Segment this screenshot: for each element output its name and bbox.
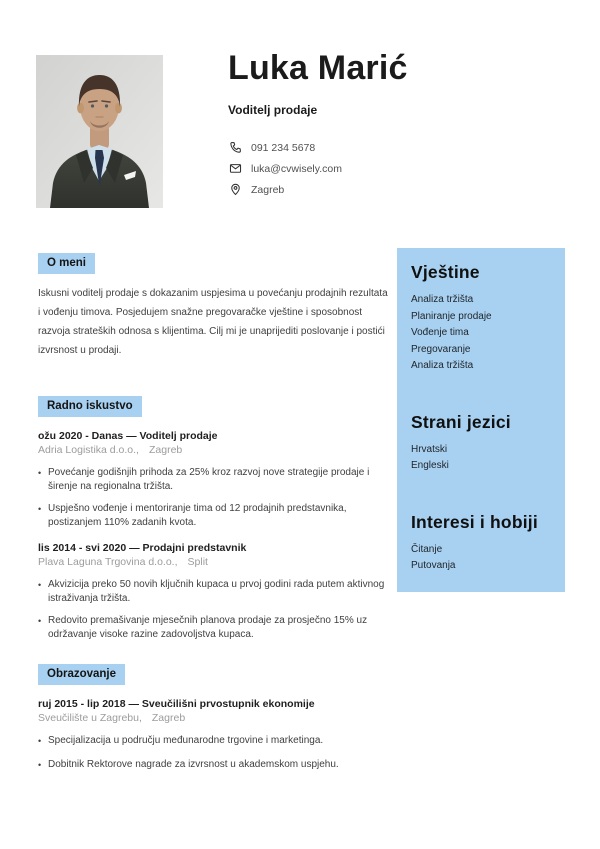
sidebar xyxy=(397,248,565,592)
interests-list xyxy=(411,542,551,575)
job-bullet xyxy=(38,502,386,529)
skill-item: Analiza tržišta xyxy=(411,294,474,305)
location-pin-icon xyxy=(228,183,242,197)
contact-location-row xyxy=(228,179,568,200)
candidate-name: Luka Marić xyxy=(228,49,408,87)
skill-item: Analiza tržišta xyxy=(411,360,474,371)
skill-item: Vođenje tima xyxy=(411,327,469,338)
education-bullet-text: • Dobitnik Rektorove nagrade za izvrsnost u akademskom uspjehu. xyxy=(48,759,339,770)
header-block xyxy=(228,50,568,200)
job-company-line xyxy=(38,443,390,457)
language-item: Hrvatski xyxy=(411,443,448,455)
sidebar-heading-interests: Interesi i hobiji xyxy=(411,511,538,532)
education-period-title: ruj 2015 - lip 2018 — Sveučilišni prvostupnik ekonomije xyxy=(38,698,315,710)
job-period-title: lis 2014 - svi 2020 — Prodajni predstavnik xyxy=(38,542,247,554)
education-bullet-text: • Specijalizacija u području međunarodne trgovine i marketinga. xyxy=(48,735,324,746)
section-label-experience: Radno iskustvo xyxy=(38,396,142,417)
languages-list xyxy=(411,442,551,475)
job-company: Plava Laguna Trgovina d.o.o., xyxy=(38,556,178,568)
education-school-line xyxy=(38,711,390,725)
contact-email-value: luka@cvwisely.com xyxy=(251,162,342,175)
mail-icon xyxy=(228,162,242,176)
main-column xyxy=(38,253,390,773)
section-label-about: O meni xyxy=(38,253,95,274)
job-bullet-text: • Redovito premašivanje mjesečnih planova prodaje za prosječno 15% uz održavanje visoke razine zadovoljstva kupaca. xyxy=(48,615,368,640)
job-city: Zagreb xyxy=(148,444,183,456)
education-bullets xyxy=(38,734,390,773)
job-bullets xyxy=(38,578,390,641)
section-label-education: Obrazovanje xyxy=(38,664,125,685)
education-school: Sveučilište u Zagrebu, xyxy=(38,712,142,724)
job-bullets xyxy=(38,466,390,529)
phone-icon xyxy=(228,141,242,155)
sidebar-heading-skills: Vještine xyxy=(411,262,480,282)
job-city: Split xyxy=(187,556,208,568)
interest-item: Čitanje xyxy=(411,543,443,555)
contact-email-row xyxy=(228,158,568,179)
skills-list xyxy=(411,292,551,375)
job-period-title: ožu 2020 - Danas — Voditelj prodaje xyxy=(38,430,218,442)
education-bullet xyxy=(38,758,386,773)
contact-phone-value: 091 234 5678 xyxy=(251,141,316,154)
job-bullet xyxy=(38,614,386,641)
job-bullet xyxy=(38,578,386,605)
language-item: Engleski xyxy=(411,460,449,471)
education-city: Zagreb xyxy=(151,712,186,724)
job-bullet xyxy=(38,466,386,493)
candidate-job-title: Voditelj prodaje xyxy=(228,103,318,118)
job-bullet-text: • Uspješno vođenje i mentoriranje tima od 12 prodajnih predstavnika, postizanjem 110% zadanih kvota. xyxy=(48,503,347,528)
profile-photo xyxy=(36,55,163,208)
job-entry xyxy=(38,430,390,529)
portrait-illustration xyxy=(36,55,163,208)
job-bullet-text: • Akvizicija preko 50 novih ključnih kupaca u prvoj godini rada putem aktivnog istraživanja tržišta. xyxy=(48,579,385,604)
job-company-line xyxy=(38,555,390,569)
education-bullet xyxy=(38,734,386,749)
interest-item: Putovanja xyxy=(411,560,456,571)
education-entry xyxy=(38,698,390,773)
job-company: Adria Logistika d.o.o., xyxy=(38,444,139,456)
skill-item: Pregovaranje xyxy=(411,343,471,355)
skill-item: Planiranje prodaje xyxy=(411,310,492,322)
sidebar-heading-languages: Strani jezici xyxy=(411,411,511,432)
contact-phone-row xyxy=(228,137,568,158)
job-bullet-text: • Povećanje godišnjih prihoda za 25% kroz razvoj nove strategije prodaje i širenje na regionalna tržišta. xyxy=(48,467,370,492)
contact-location-value: Zagreb xyxy=(251,183,285,196)
contact-info xyxy=(228,137,568,200)
job-entry xyxy=(38,542,390,641)
about-text: Iskusni voditelj prodaje s dokazanim uspjesima u povećanju prodajnih rezultata i vođenju timova. Posjedujem snažne pregovaračke vještine i sposobnost razvoja strateških odnosa s klijentima. Cilj mi je unaprijediti poslovanje i postići izvrsnost u prodaji. xyxy=(38,288,388,356)
